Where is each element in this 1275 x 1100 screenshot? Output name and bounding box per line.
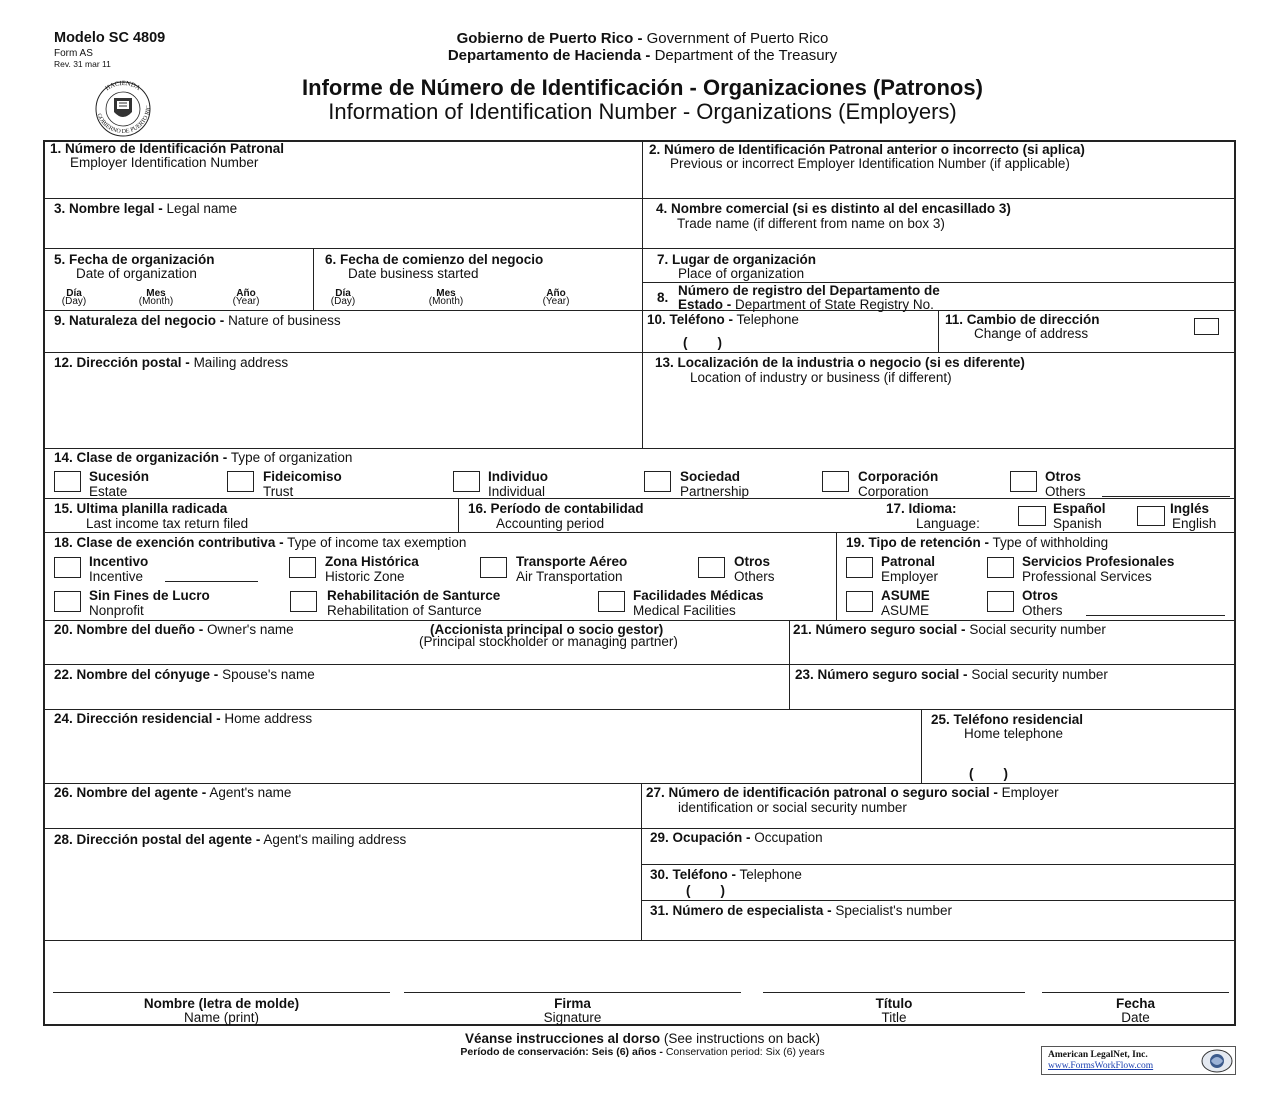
f27-es: 27. Número de identificación patronal o seguro social - (646, 785, 998, 800)
rule (313, 248, 314, 310)
f22-es: 22. Nombre del cónyuge - (54, 667, 219, 682)
f28-en: Agent's mailing address (263, 832, 407, 847)
f9-es: 9. Naturaleza del negocio - (54, 313, 225, 328)
org-individual-es: Individuo (488, 469, 548, 484)
f30-es: 30. Teléfono - (650, 867, 737, 882)
previous-employer-id-input[interactable] (649, 172, 1229, 196)
f6-ano: Año (546, 288, 566, 299)
gov-en: Government of Puerto Rico (646, 30, 829, 47)
exempt-others-checkbox[interactable] (698, 557, 725, 578)
withhold-employer-checkbox[interactable] (846, 557, 873, 578)
instructions-note (0, 1031, 1275, 1046)
org-others-es: Otros (1045, 469, 1082, 484)
f3-es: 3. Nombre legal - (54, 201, 163, 216)
exempt-historic-en: Historic Zone (325, 569, 405, 584)
rule (641, 828, 1236, 829)
withhold-others-line[interactable] (1086, 615, 1225, 616)
f18-es: 18. Clase de exención contributiva - (54, 535, 284, 550)
f5-dia: Día (66, 288, 82, 299)
sig-title-en: Title (881, 1010, 907, 1025)
rule (43, 448, 1236, 449)
sig-title-es: Título (875, 996, 913, 1011)
exempt-incentive-es: Incentivo (89, 554, 149, 569)
rule (641, 783, 642, 940)
org-corporation-checkbox[interactable] (822, 471, 849, 492)
field-7-sublabel: Place of organization (678, 266, 805, 281)
field-27-sublabel: identification or social security number (678, 800, 907, 815)
rule (43, 828, 641, 829)
f5-ano: Año (236, 288, 256, 299)
field-3-label (54, 201, 237, 216)
rule (642, 198, 1236, 199)
english-es: Inglés (1170, 501, 1210, 516)
title-line[interactable] (763, 992, 1025, 993)
f12-en: Mailing address (193, 355, 289, 370)
rule (458, 498, 459, 532)
field-18-label (54, 535, 466, 550)
f31-en: Specialist's number (835, 903, 952, 918)
rule (642, 248, 1236, 249)
exempt-air-checkbox[interactable] (480, 557, 507, 578)
field-21-label (793, 622, 1106, 637)
org-trust-es: Fideicomiso (263, 469, 342, 484)
seal-text-bottom: GOBIERNO DE PUERTO RIC (95, 105, 153, 136)
spanish-en: Spanish (1053, 516, 1102, 531)
spanish-es: Español (1053, 501, 1106, 516)
field-15-sublabel: Last income tax return filed (86, 516, 249, 531)
f21-en: Social security number (969, 622, 1106, 637)
withhold-professional-en: Professional Services (1022, 569, 1152, 584)
rule (43, 783, 1236, 784)
f29-es: 29. Ocupación - (650, 830, 751, 845)
field-19-label (846, 535, 1108, 550)
rule (43, 664, 1236, 665)
english-en: English (1172, 516, 1217, 531)
exempt-others-es: Otros (734, 554, 771, 569)
field-14-label (54, 450, 352, 465)
legalnet-name: American LegalNet, Inc. (1048, 1050, 1148, 1060)
f6-month: (Month) (428, 296, 464, 307)
field-4-label: 4. Nombre comercial (si es distinto al del encasillado 3) (656, 201, 1011, 216)
f9-en: Nature of business (228, 313, 341, 328)
form-as: Form AS (54, 48, 93, 59)
f8-estado: Estado - (678, 297, 732, 312)
org-corporation-en: Corporation (858, 484, 929, 499)
language-english-checkbox[interactable] (1137, 506, 1165, 526)
field-2-sublabel: Previous or incorrect Employer Identification Number (if applicable) (670, 156, 1070, 171)
f5-month: (Month) (138, 296, 174, 307)
field-26-label (54, 785, 291, 800)
field-5-sublabel: Date of organization (76, 266, 197, 281)
org-individual-checkbox[interactable] (453, 471, 480, 492)
exempt-others-en: Others (734, 569, 775, 584)
f5-year: (Year) (232, 296, 260, 307)
rule (789, 620, 790, 709)
f20-en: Owner's name (207, 622, 294, 637)
f24-en: Home address (224, 711, 313, 726)
department-line (0, 47, 1275, 64)
org-others-line[interactable] (1102, 496, 1230, 497)
rule (641, 864, 1236, 865)
f30-en: Telephone (739, 867, 802, 882)
f26-es: 26. Nombre del agente - (54, 785, 207, 800)
employer-id-input[interactable] (50, 172, 635, 196)
withhold-others-es: Otros (1022, 588, 1059, 603)
exempt-nonprofit-en: Nonprofit (89, 603, 144, 618)
change-of-address-checkbox[interactable] (1194, 318, 1219, 335)
field-16-label: 16. Período de contabilidad (468, 501, 644, 516)
exempt-historic-checkbox[interactable] (289, 557, 316, 578)
rule (43, 709, 1236, 710)
withhold-professional-checkbox[interactable] (987, 557, 1014, 578)
incentive-line[interactable] (165, 581, 258, 582)
org-estate-en: Estate (89, 484, 128, 499)
org-estate-checkbox[interactable] (54, 471, 81, 492)
field-25-label: 25. Teléfono residencial (931, 712, 1084, 727)
field-20-note-en: (Principal stockholder or managing partner) (419, 634, 678, 649)
f23-es: 23. Número seguro social - (795, 667, 968, 682)
rule (43, 310, 642, 311)
revision-date: Rev. 31 mar 11 (54, 59, 111, 69)
field-13-label: 13. Localización de la industria o negocio (si es diferente) (655, 355, 1025, 370)
exempt-medical-en: Medical Facilities (633, 603, 736, 618)
rule (642, 140, 643, 448)
org-trust-checkbox[interactable] (227, 471, 254, 492)
rule (43, 248, 642, 249)
org-corporation-es: Corporación (858, 469, 939, 484)
rule (641, 900, 1236, 901)
field-24-label (54, 711, 312, 726)
field-30-label (650, 867, 802, 882)
field-6-label: 6. Fecha de comienzo del negocio (325, 252, 544, 267)
field-8-sublabel (678, 297, 934, 312)
exempt-santurce-es: Rehabilitación de Santurce (327, 588, 501, 603)
seal-text-top: HACIENDA (104, 80, 142, 93)
org-others-en: Others (1045, 484, 1086, 499)
f28-es: 28. Dirección postal del agente - (54, 832, 261, 847)
f3-en: Legal name (166, 201, 238, 216)
f8-en: Department of State Registry No. (735, 297, 934, 312)
date-line[interactable] (1042, 992, 1229, 993)
f6-dia: Día (335, 288, 351, 299)
org-trust-en: Trust (263, 484, 294, 499)
field-2-label: 2. Número de Identificación Patronal anterior o incorrecto (si aplica) (649, 142, 1085, 157)
exempt-santurce-en: Rehabilitation of Santurce (327, 603, 482, 618)
exempt-air-en: Air Transportation (516, 569, 623, 584)
f5-mes: Mes (146, 288, 166, 299)
government-line (0, 30, 1275, 47)
sig-date-es: Fecha (1115, 996, 1156, 1011)
dept-en: Department of the Treasury (654, 47, 838, 64)
signature-line[interactable] (404, 992, 741, 993)
field-27-label (646, 785, 1059, 800)
dept-es: Departamento de Hacienda - (447, 47, 651, 64)
exempt-historic-es: Zona Histórica (325, 554, 419, 569)
title-en: Information of Identification Number - Organizations (Employers) (328, 99, 957, 124)
field-9-label (54, 313, 341, 328)
f18-en: Type of income tax exemption (287, 535, 467, 550)
f6-mes: Mes (436, 288, 456, 299)
field-8-number: 8. (657, 290, 669, 305)
field-11-label: 11. Cambio de dirección (945, 312, 1100, 327)
field-8-label: Número de registro del Departamento de (678, 283, 940, 298)
field-23-label (795, 667, 1108, 682)
exempt-nonprofit-es: Sin Fines de Lucro (89, 588, 210, 603)
f21-es: 21. Número seguro social - (793, 622, 966, 637)
exempt-air-es: Transporte Aéreo (516, 554, 628, 569)
field-6-sublabel: Date business started (348, 266, 479, 281)
rule (43, 532, 1236, 533)
field-4-sublabel: Trade name (if different from name on box 3) (677, 216, 945, 231)
f6-day: (Day) (330, 296, 356, 307)
field-13-sublabel: Location of industry or business (if different) (690, 370, 952, 385)
rule (43, 940, 1236, 941)
f20-es: 20. Nombre del dueño - (54, 622, 204, 637)
legalnet-logo-icon (1200, 1049, 1234, 1073)
f12-es: 12. Dirección postal - (54, 355, 190, 370)
field-20-note: (Accionista principal o socio gestor) (430, 622, 664, 637)
field-29-label (650, 830, 823, 845)
f23-en: Social security number (971, 667, 1108, 682)
title-es: Informe de Número de Identificación - Organizaciones (Patronos) (302, 75, 983, 100)
field-11-sublabel: Change of address (974, 326, 1089, 341)
legalnet-link[interactable]: www.FormsWorkFlow.com (1048, 1061, 1154, 1071)
f25-area-code: ( ) (969, 766, 1008, 781)
org-others-checkbox[interactable] (1010, 471, 1037, 492)
field-15-label: 15. Ultima planilla radicada (54, 501, 228, 516)
f10-area-code: ( ) (683, 335, 722, 350)
retention-en: Conservation period: Six (6) years (665, 1046, 825, 1058)
field-7-label: 7. Lugar de organización (657, 252, 817, 267)
field-25-sublabel: Home telephone (964, 726, 1064, 741)
field-1-sublabel: Employer Identification Number (70, 155, 259, 170)
instr-es: Véanse instrucciones al dorso (465, 1031, 661, 1046)
field-22-label (54, 667, 315, 682)
field-17-label: 17. Idioma: (886, 501, 957, 516)
gov-es: Gobierno de Puerto Rico - (456, 30, 643, 47)
legalnet-badge[interactable] (1041, 1046, 1236, 1075)
field-10-label (647, 312, 799, 327)
field-5-label: 5. Fecha de organización (54, 252, 215, 267)
f14-es: 14. Clase de organización - (54, 450, 228, 465)
exempt-medical-checkbox[interactable] (598, 591, 625, 612)
sig-sign-es: Firma (554, 996, 591, 1011)
exempt-medical-es: Facilidades Médicas (633, 588, 764, 603)
withhold-professional-es: Servicios Profesionales (1022, 554, 1175, 569)
f29-en: Occupation (754, 830, 823, 845)
sig-sign-en: Signature (543, 1010, 602, 1025)
f10-en: Telephone (736, 312, 799, 327)
org-estate-es: Sucesión (89, 469, 150, 484)
field-31-label (650, 903, 952, 918)
f27-en1: Employer (1001, 785, 1059, 800)
withhold-others-en: Others (1022, 603, 1063, 618)
sig-date-en: Date (1121, 1010, 1150, 1025)
withhold-employer-es: Patronal (881, 554, 936, 569)
field-12-label (54, 355, 288, 370)
f19-es: 19. Tipo de retención - (846, 535, 990, 550)
legal-name-input[interactable] (50, 218, 635, 246)
f6-year: (Year) (542, 296, 570, 307)
name-signature-line[interactable] (53, 992, 390, 993)
withhold-others-checkbox[interactable] (987, 591, 1014, 612)
withhold-asume-es: ASUME (881, 588, 930, 603)
rule (43, 620, 1236, 621)
f26-en: Agent's name (209, 785, 292, 800)
f5-day: (Day) (61, 296, 87, 307)
trade-name-input[interactable] (649, 230, 1229, 246)
org-individual-en: Individual (488, 484, 546, 499)
f24-es: 24. Dirección residencial - (54, 711, 221, 726)
field-20-label (54, 622, 294, 637)
exempt-nonprofit-checkbox[interactable] (54, 591, 81, 612)
org-partnership-en: Partnership (680, 484, 750, 499)
language-spanish-checkbox[interactable] (1018, 506, 1046, 526)
sig-name-es: Nombre (letra de molde) (143, 996, 300, 1011)
f14-en: Type of organization (230, 450, 353, 465)
f19-en: Type of withholding (992, 535, 1109, 550)
exempt-santurce-checkbox[interactable] (290, 591, 317, 612)
field-28-label (54, 832, 406, 847)
rule (836, 532, 837, 620)
withhold-asume-checkbox[interactable] (846, 591, 873, 612)
form-model: Modelo SC 4809 (54, 30, 166, 46)
retention-es: Período de conservación: Seis (6) años - (460, 1046, 663, 1058)
exempt-incentive-checkbox[interactable] (54, 557, 81, 578)
rule (43, 198, 642, 199)
field-16-sublabel: Accounting period (496, 516, 605, 531)
rule (642, 352, 1236, 353)
field-17-sublabel: Language: (916, 516, 980, 531)
sig-name-en: Name (print) (183, 1010, 259, 1025)
org-partnership-es: Sociedad (680, 469, 741, 484)
withhold-asume-en: ASUME (881, 603, 930, 618)
f30-area-code: ( ) (686, 883, 725, 898)
org-partnership-checkbox[interactable] (644, 471, 671, 492)
field-1-label: 1. Número de Identificación Patronal (50, 141, 285, 156)
rule (921, 709, 922, 783)
f31-es: 31. Número de especialista - (650, 903, 832, 918)
rule (43, 352, 642, 353)
exempt-incentive-en: Incentive (89, 569, 144, 584)
withhold-employer-en: Employer (881, 569, 939, 584)
f10-es: 10. Teléfono - (647, 312, 734, 327)
rule (938, 310, 939, 352)
f22-en: Spouse's name (222, 667, 315, 682)
instr-en: (See instructions on back) (663, 1031, 820, 1046)
